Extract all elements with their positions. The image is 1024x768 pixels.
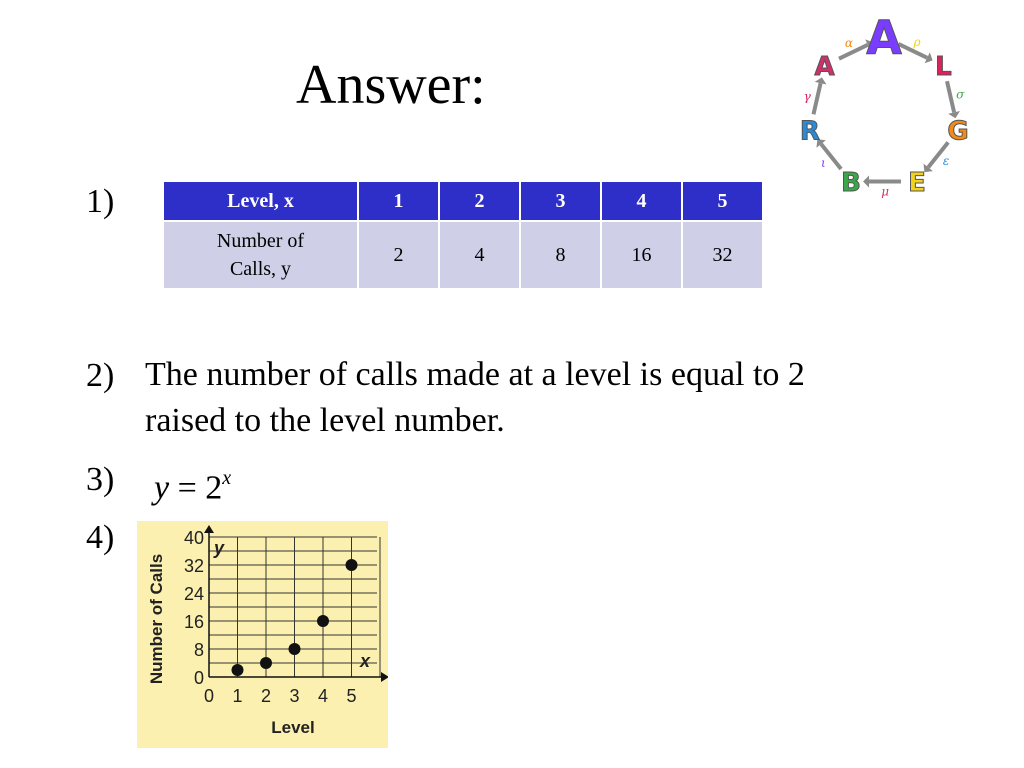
logo-letter: L [935,51,952,82]
logo-letter: R [799,116,820,147]
table-cell: 32 [682,221,763,289]
y-axis-label: Number of Calls [147,553,166,685]
logo-arrowhead [863,175,869,187]
slide-title: Answer: [296,54,486,116]
item-number-2: 2) [86,357,115,394]
data-point [260,657,272,669]
y-tick-label: 8 [193,640,204,660]
logo-letter: A [866,18,902,65]
formula [154,460,231,508]
logo-greek-letter: μ [881,184,890,199]
logo-greek-letter: ι [821,155,826,170]
statement-line1: The number of calls made at a level is equal to 2 [145,356,805,393]
table-cell: 16 [601,221,682,289]
table-header-cell: 2 [439,181,520,221]
data-point [317,615,329,627]
table-header-cell: 3 [520,181,601,221]
y-tick-label: 32 [183,556,204,576]
logo-letter: B [841,167,861,198]
x-tick-label: 3 [289,686,300,706]
table-cell: 8 [520,221,601,289]
logo-greek-letter: ρ [913,34,921,49]
table-header-cell: Level, x [163,181,358,221]
logo-letter: A [814,51,835,82]
logo-arrow [947,81,954,112]
scatter-chart [137,521,388,748]
logo-greek-letter: σ [956,87,965,102]
x-tick-label: 5 [346,686,357,706]
item-number-4: 4) [86,519,115,556]
y-tick-label: 0 [193,668,204,688]
algebra-logo [784,18,984,208]
y-tick-label: 24 [183,584,204,604]
x-tick-label: 4 [317,686,329,706]
row-label-line1: Number of [216,230,305,252]
logo-letter: E [908,167,926,198]
statement-line2: raised to the level number. [145,402,505,439]
data-point [232,664,244,676]
table-cell: 2 [358,221,439,289]
logo-letter: G [947,116,969,147]
y-axis-var: y [214,538,225,558]
logo-greek-letter: γ [803,89,811,104]
x-tick-label: 0 [203,686,215,706]
table-cell: 4 [439,221,520,289]
logo-greek-letter: ε [942,154,950,169]
formula-lhs: y [154,469,170,507]
data-table [162,180,764,290]
data-point [346,559,358,571]
table-header-cell: 5 [682,181,763,221]
logo-arrow [839,45,868,59]
table-row-label [163,221,358,289]
table-header-row [163,181,763,221]
logo-greek-letter: α [844,35,853,50]
item-number-3: 3) [86,461,115,498]
statement-text [145,352,805,444]
logo-letters [800,18,969,198]
x-axis-var: x [360,651,371,671]
x-axis-label: Level [271,718,315,737]
row-label-line2: Calls, y [229,258,292,280]
formula-exponent: x [222,467,232,489]
x-tick-label: 1 [232,686,243,706]
y-tick-label: 16 [183,612,204,632]
y-tick-label: 40 [183,528,204,548]
logo-arrow [813,83,820,114]
data-point [289,643,301,655]
item-number-1: 1) [86,183,115,220]
table-row [163,221,763,289]
x-tick-label: 2 [260,686,272,706]
formula-equals: = 2 [169,469,223,507]
table-header-cell: 4 [601,181,682,221]
table-header-cell: 1 [358,181,439,221]
